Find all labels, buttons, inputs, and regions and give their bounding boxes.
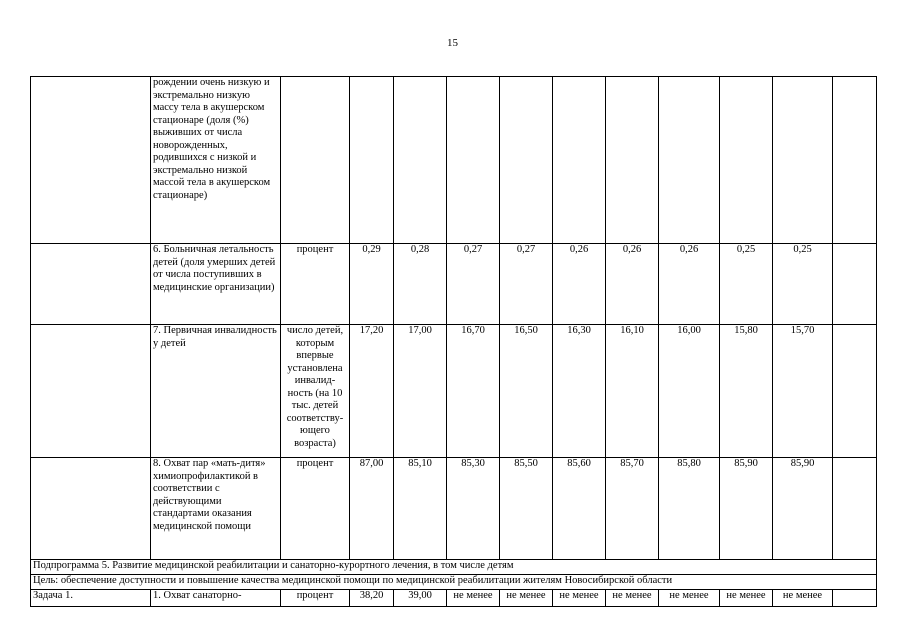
value-cell <box>394 77 447 244</box>
value-cell <box>553 77 606 244</box>
value-cell: 16,00 <box>659 325 720 458</box>
table-row <box>31 244 877 325</box>
unit-cell: процент <box>281 458 350 560</box>
value-cell: 85,90 <box>720 458 773 560</box>
value-cell: 17,00 <box>394 325 447 458</box>
table-row <box>31 458 877 560</box>
value-cell: 16,70 <box>447 325 500 458</box>
task-cell <box>31 325 151 458</box>
value-cell: 85,30 <box>447 458 500 560</box>
indicators-table <box>30 76 877 607</box>
value-cell: 0,25 <box>773 244 833 325</box>
unit-cell: процент <box>281 590 350 607</box>
task-cell: Задача 1. <box>31 590 151 607</box>
indicator-cell: 7. Первичная инвалидность у детей <box>151 325 281 458</box>
value-cell: 0,27 <box>447 244 500 325</box>
unit-cell: число детей, которым впервые установлена инвалид-ность (на 10 тыс. детей соответству-ющего возраста) <box>281 325 350 458</box>
value-cell <box>659 77 720 244</box>
page-number: 15 <box>447 37 458 49</box>
value-cell: 16,10 <box>606 325 659 458</box>
value-cell: 17,20 <box>350 325 394 458</box>
value-cell: 39,00 <box>394 590 447 607</box>
value-cell <box>350 77 394 244</box>
value-cell: не менее <box>606 590 659 607</box>
value-cell: 85,80 <box>659 458 720 560</box>
value-cell <box>833 458 877 560</box>
value-cell: 85,50 <box>500 458 553 560</box>
task-cell <box>31 77 151 244</box>
indicator-cell: 8. Охват пар «мать-дитя» химиопрофилактикой в соответствии с действующими стандартами оказания медицинской помощи <box>151 458 281 560</box>
value-cell <box>833 244 877 325</box>
indicator-cell: рождении очень низкую и экстремально низкую массу тела в акушерском стационаре (доля (%) выживших от числа новорожденных, родившихся с низкой и экстремально низкой массой тела в акушерском стационаре) <box>151 77 281 244</box>
goal-row <box>31 575 877 590</box>
value-cell: не менее <box>447 590 500 607</box>
value-cell: 38,20 <box>350 590 394 607</box>
table-body <box>31 77 877 607</box>
subprogram-title: Подпрограмма 5. Развитие медицинской реабилитации и санаторно-курортного лечения, в том числе детям <box>31 560 877 575</box>
value-cell: 0,29 <box>350 244 394 325</box>
value-cell: не менее <box>773 590 833 607</box>
value-cell: 16,50 <box>500 325 553 458</box>
value-cell: 0,27 <box>500 244 553 325</box>
value-cell: 85,10 <box>394 458 447 560</box>
value-cell <box>720 77 773 244</box>
value-cell: 0,28 <box>394 244 447 325</box>
value-cell: 0,26 <box>553 244 606 325</box>
subprogram-row <box>31 560 877 575</box>
value-cell <box>773 77 833 244</box>
value-cell: не менее <box>500 590 553 607</box>
indicator-cell: 6. Больничная летальность детей (доля умерших детей от числа поступивших в медицинские организации) <box>151 244 281 325</box>
table-row <box>31 590 877 607</box>
unit-cell <box>281 77 350 244</box>
value-cell <box>606 77 659 244</box>
value-cell: 0,26 <box>606 244 659 325</box>
value-cell: не менее <box>720 590 773 607</box>
value-cell <box>833 325 877 458</box>
task-cell <box>31 244 151 325</box>
value-cell: 85,90 <box>773 458 833 560</box>
value-cell: не менее <box>659 590 720 607</box>
value-cell <box>500 77 553 244</box>
value-cell: 0,25 <box>720 244 773 325</box>
value-cell: 87,00 <box>350 458 394 560</box>
value-cell: 15,70 <box>773 325 833 458</box>
table-row <box>31 325 877 458</box>
task-cell <box>31 458 151 560</box>
value-cell <box>833 77 877 244</box>
value-cell: 16,30 <box>553 325 606 458</box>
indicator-cell: 1. Охват санаторно- <box>151 590 281 607</box>
table-row <box>31 77 877 244</box>
value-cell: 0,26 <box>659 244 720 325</box>
goal-title: Цель: обеспечение доступности и повышение качества медицинской помощи по медицинской реабилитации жителям Новосибирской области <box>31 575 877 590</box>
unit-cell: процент <box>281 244 350 325</box>
value-cell <box>447 77 500 244</box>
value-cell: 85,60 <box>553 458 606 560</box>
value-cell: 85,70 <box>606 458 659 560</box>
value-cell: не менее <box>553 590 606 607</box>
value-cell: 15,80 <box>720 325 773 458</box>
value-cell <box>833 590 877 607</box>
